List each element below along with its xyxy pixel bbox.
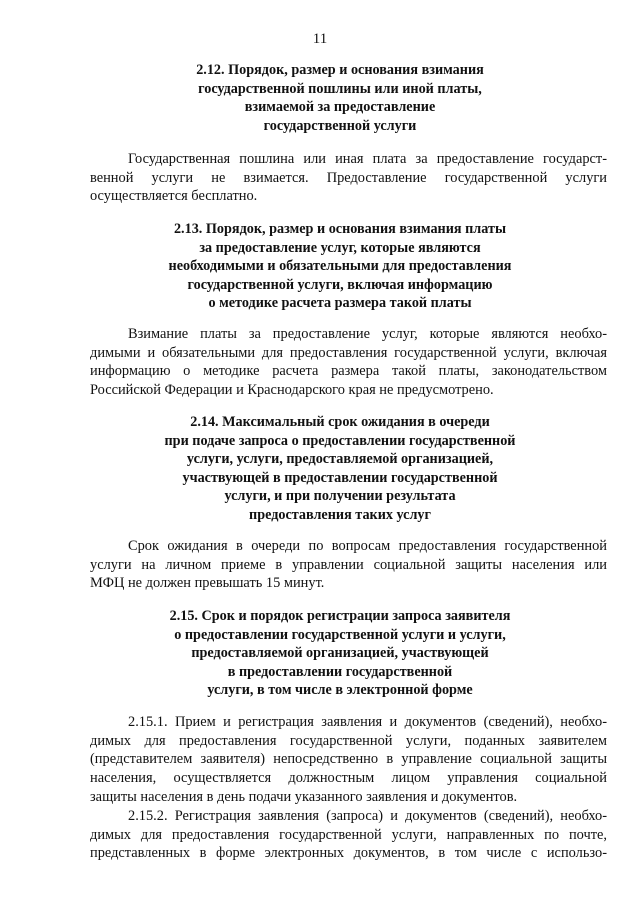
paragraph-line: МФЦ не должен превышать 15 минут. bbox=[90, 575, 325, 592]
heading-line: предоставления таких услуг bbox=[249, 506, 431, 523]
heading-line: взимаемой за предоставление bbox=[244, 99, 436, 116]
paragraph-line: (представителем заявителя) непосредственно в управление социальной защиты bbox=[90, 751, 607, 768]
paragraph-line: димых для предоставления государственной услуги, поданных заявителем bbox=[90, 732, 607, 749]
section-heading-2-15 bbox=[60, 607, 620, 700]
heading-line: необходимыми и обязательными для предоставления bbox=[168, 258, 512, 275]
paragraph-line: венной услуги не взимается. Предоставление государственной услуги bbox=[90, 169, 607, 186]
paragraph-line: осуществляется бесплатно. bbox=[90, 188, 258, 205]
section-heading-2-14 bbox=[60, 413, 620, 525]
paragraph-line: защиты населения в день подачи указанного заявления и документов. bbox=[90, 788, 518, 805]
paragraph-2-12 bbox=[90, 150, 607, 206]
heading-line: услуги, услуги, предоставляемой организацией, bbox=[186, 451, 494, 468]
heading-line: 2.14. Максимальный срок ожидания в очереди bbox=[190, 414, 490, 430]
heading-line: при подаче запроса о предоставлении государственной bbox=[164, 432, 516, 449]
heading-line: услуги, в том числе в электронной форме bbox=[207, 682, 473, 699]
heading-line: о предоставлении государственной услуги и услуги, bbox=[174, 626, 506, 643]
paragraph-line: 2.15.1. Прием и регистрация заявления и документов (сведений), необхо- bbox=[128, 714, 607, 730]
paragraph-line: представленных в форме электронных документов, в том числе с использо- bbox=[90, 845, 607, 862]
heading-line: за предоставление услуг, которые являются bbox=[199, 239, 481, 256]
paragraph-2-13 bbox=[90, 325, 607, 400]
page-number: 11 bbox=[312, 31, 328, 47]
section-heading-2-13 bbox=[60, 220, 620, 313]
heading-line: государственной пошлины или иной платы, bbox=[198, 80, 482, 97]
paragraph-line: 2.15.2. Регистрация заявления (запроса) и документов (сведений), необхо- bbox=[128, 808, 607, 824]
heading-line: государственной услуги bbox=[263, 117, 417, 134]
paragraph-2-15-2 bbox=[90, 807, 607, 863]
paragraph-line: Взимание платы за предоставление услуг, которые являются необхо- bbox=[128, 326, 607, 342]
heading-line: 2.15. Срок и порядок регистрации запроса заявителя bbox=[169, 608, 511, 624]
heading-line: услуги, и при получении результата bbox=[224, 488, 456, 505]
section-heading-2-12 bbox=[60, 61, 620, 135]
paragraph-line: Срок ожидания в очереди по вопросам предоставления государственной bbox=[128, 538, 607, 554]
heading-line: о методике расчета размера такой платы bbox=[208, 295, 472, 312]
paragraph-line: Государственная пошлина или иная плата за предоставление государст- bbox=[128, 151, 607, 167]
heading-line: предоставляемой организацией, участвующей bbox=[191, 645, 489, 662]
paragraph-line: Российской Федерации и Краснодарского края не предусмотрено. bbox=[90, 382, 494, 399]
paragraph-line: димых для предоставления государственной услуги, направленных по почте, bbox=[90, 826, 607, 843]
heading-line: 2.13. Порядок, размер и основания взимания платы bbox=[173, 221, 507, 237]
heading-line: государственной услуги, включая информацию bbox=[187, 276, 493, 293]
paragraph-2-15-1 bbox=[90, 713, 607, 807]
paragraph-line: димыми и обязательными для предоставления государственной услуги, включая bbox=[90, 344, 607, 361]
heading-line: участвующей в предоставлении государственной bbox=[182, 469, 498, 486]
heading-line: в предоставлении государственной bbox=[227, 663, 453, 680]
paragraph-2-14 bbox=[90, 537, 607, 593]
paragraph-line: населения, осуществляется должностным лицом управления социальной bbox=[90, 770, 607, 787]
paragraph-line: информацию о методике расчета размера такой платы, законодательством bbox=[90, 363, 607, 380]
paragraph-line: услуги на личном приеме в управлении социальной защиты населения или bbox=[90, 556, 607, 573]
heading-line: 2.12. Порядок, размер и основания взимания bbox=[196, 62, 484, 78]
